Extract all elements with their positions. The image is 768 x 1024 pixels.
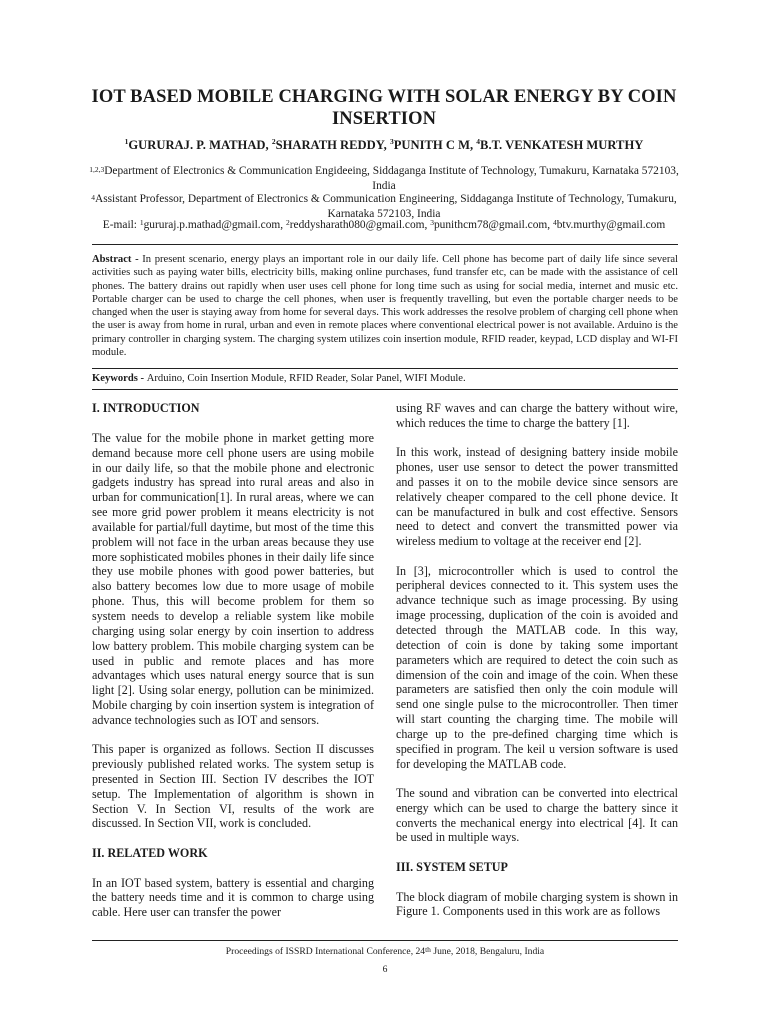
abstract bbox=[92, 253, 678, 359]
author-4-name: B.T. VENKATESH MURTHY bbox=[480, 138, 644, 152]
right-column bbox=[396, 401, 678, 934]
affiliation-1-index: 1,2,3 bbox=[89, 165, 105, 174]
email-line bbox=[86, 219, 682, 231]
section-heading-introduction: I. INTRODUCTION bbox=[92, 401, 200, 415]
left-column bbox=[92, 401, 374, 935]
email-4-index: 4 bbox=[552, 218, 557, 227]
affiliation-1-text: Department of Electronics & Communication Engideeing, Siddaganga Institute of Technology, Tumakuru, Karnataka 572103, India bbox=[104, 165, 679, 192]
footer-proceedings-suffix: June, 2018, Bengaluru, India bbox=[430, 946, 545, 957]
keywords bbox=[92, 373, 678, 384]
related-paragraph-2: In this work, instead of designing battery inside mobile phones, user use sensor to detect the power transmitted and passes it on to the mobile device since sensors are relatively cheaper compared to the cell phone device. It can be manufactured in bulk and cost effective. Sensors need to detect and convert the transmitted power via wireless medium to voltage at the receiver end [2]. bbox=[396, 445, 678, 549]
email-2[interactable]: reddysharath080@gmail.com, bbox=[289, 219, 431, 231]
email-1[interactable]: gururaj.p.mathad@gmail.com, bbox=[143, 219, 286, 231]
author-1-name: GURURAJ. P. MATHAD, bbox=[128, 138, 272, 152]
author-list bbox=[80, 138, 688, 153]
author-1-index: 1 bbox=[124, 137, 129, 146]
affiliation-2-text: Assistant Professor, Department of Electronics & Communication Engineering, Siddaganga Institute of Technology, Tumakuru, Karnataka 572103, India bbox=[94, 193, 677, 220]
abstract-label: Abstract - bbox=[92, 254, 143, 265]
email-label: E-mail: bbox=[102, 219, 140, 231]
abstract-text: In present scenario, energy plays an important role in our daily life. Cell phone has become part of daily life since several activities such as paying water bills, electricity bills, making online purchases, fund transfer etc, can be made with the assistance of cell phones. The battery drains out rapidly when user uses cell phone for long time such as using for social media, internet and music etc. Portable charger can be used to charge the cell phones, when user is frequently travelling, but even the portable charger needs to be changed when the user is staying away from home for several days. This work addresses the resolve problem of charging cell phone when the user is away from home in rural, urban and even in remote places where conventional electrical power is not available. Arduino is the primary controller in charging system. The charging system utilizes coin insertion module, RFID reader, keypad, LCD display and WI-FI module. bbox=[92, 254, 678, 359]
author-2-name: SHARATH REDDY, bbox=[275, 138, 390, 152]
email-2-index: 2 bbox=[285, 218, 290, 227]
page-number: 6 bbox=[382, 964, 388, 975]
related-paragraph-continued: using RF waves and can charge the battery without wire, which reduces the time to charge the battery [1]. bbox=[396, 401, 678, 430]
affiliation-1 bbox=[86, 164, 682, 193]
intro-paragraph-2: This paper is organized as follows. Section II discusses previously published related works. The system setup is presented in Section III. Section IV describes the IOT setup. The Implementation of algorithm is shown in Section V. In Section VI, results of the work are discussed. In Section VII, work is concluded. bbox=[92, 742, 374, 831]
keywords-top-rule bbox=[92, 368, 678, 369]
footer-rule bbox=[92, 940, 678, 941]
email-4[interactable]: btv.murthy@gmail.com bbox=[556, 219, 666, 231]
author-4-index: 4 bbox=[476, 137, 481, 146]
email-3-index: 3 bbox=[430, 218, 434, 227]
affiliation-2-index: 4 bbox=[91, 193, 95, 202]
section-heading-related-work: II. RELATED WORK bbox=[92, 845, 208, 860]
section-heading-system-setup: III. SYSTEM SETUP bbox=[396, 859, 508, 874]
email-3[interactable]: punithcm78@gmail.com, bbox=[433, 219, 553, 231]
keywords-bottom-rule bbox=[92, 389, 678, 390]
footer-date-suffix: th bbox=[425, 945, 431, 954]
keywords-label: Keywords - bbox=[92, 373, 147, 384]
related-paragraph-1: In an IOT based system, battery is essential and charging the battery needs time and it is common to charge using cable. Here user can transfer the power bbox=[92, 875, 374, 920]
footer-proceedings bbox=[92, 946, 678, 957]
author-2-index: 2 bbox=[271, 137, 276, 146]
keywords-text: Arduino, Coin Insertion Module, RFID Reader, Solar Panel, WIFI Module. bbox=[146, 373, 466, 384]
related-paragraph-4: The sound and vibration can be converted into electrical energy which can be used to charge the battery since it converts the mechanical energy into electrical [4]. It can be used in multiple ways. bbox=[396, 785, 678, 845]
affiliation-2 bbox=[86, 192, 682, 221]
related-paragraph-3: In [3], microcontroller which is used to control the peripheral devices connected to it. This system uses the advance technique such as image processing. By using image processing, duplication of the coin is avoided and detected through the MATLAB code. In this way, detection of coin is done by taking some important parameters which are required to detect the coin such as dimension of the coin and image of the coin. When these parameters are satisfied then only the coin module will send one single pulse to the microcontroller. Then timer will start counting the charging time. The mobile will charge up to the pre-defined charging time which is specified in program. The keil u version software is used for developing the MATLAB code. bbox=[396, 563, 678, 771]
paper-title: IOT BASED MOBILE CHARGING WITH SOLAR ENERGY BY COIN INSERTION bbox=[91, 87, 677, 129]
author-3-name: PUNITH C M, bbox=[393, 138, 477, 152]
intro-paragraph-1: The value for the mobile phone in market getting more demand because more cell phone users are using mobile in our daily life, so that the mobile phone and electronic gadgets industry has spread into rural areas and also in urban for communication[1]. In rural areas, where we can see more grid power problem it means electricity is not available for partial/full daytime, but most of the time this problem will not face in the urban areas because they use more sophisticated mobiles phones in their daily life since they use mobile phones with good power batteries, but also battery becomes low due to more usage of mobile phone. Thus, this will become problem for them so system needs to develop a reliable system like mobile charging using solar energy by coin insertion to address low battery problem. This mobile charging system can be used in public and remote places and has more advantages which uses natural energy source that is sun light [2]. Using solar energy, pollution can be minimized. Mobile charging by coin insertion system is integration of advance technologies such as IOT and sensors. bbox=[92, 430, 374, 727]
email-1-index: 1 bbox=[139, 218, 144, 227]
abstract-top-rule bbox=[92, 244, 678, 245]
footer-proceedings-prefix: Proceedings of ISSRD International Conference, 24 bbox=[225, 946, 426, 957]
author-3-index: 3 bbox=[389, 137, 394, 146]
setup-paragraph-1: The block diagram of mobile charging system is shown in Figure 1. Components used in this work are as follows bbox=[396, 889, 678, 919]
